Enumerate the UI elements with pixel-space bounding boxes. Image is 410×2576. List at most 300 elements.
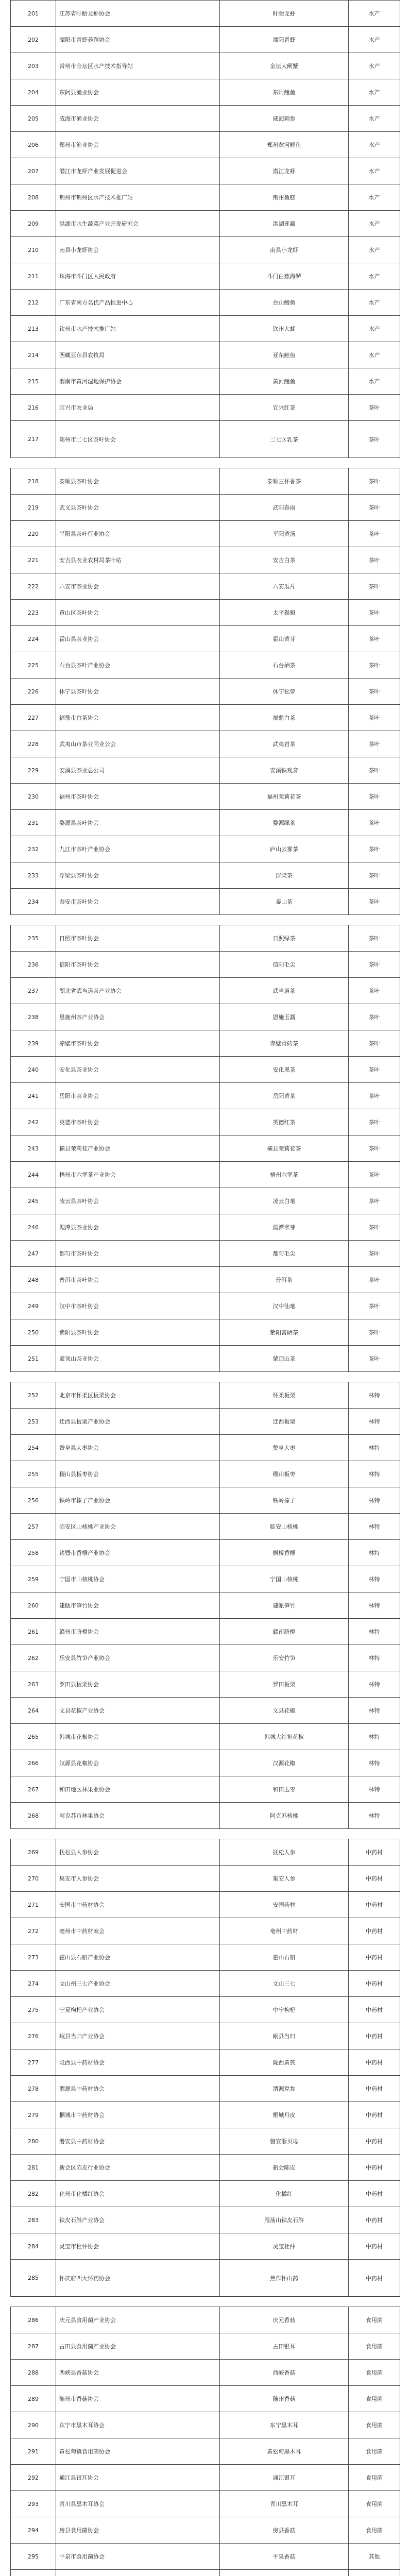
category-label: 茶叶	[349, 573, 400, 600]
organization-name: 珠海市斗门区人民政府	[56, 263, 220, 290]
table-row	[11, 211, 400, 237]
organization-name: 湖北省武当道茶产业协会	[56, 978, 220, 1004]
brand-name: 二七区乳茶	[220, 421, 349, 458]
brand-name: 东阿鲤鱼	[220, 79, 349, 106]
table-row	[11, 1319, 400, 1346]
organization-name: 陇西县中药材协会	[56, 2049, 220, 2076]
organization-name: 文县花椒产业协会	[56, 1698, 220, 1724]
organization-name: 汉源县花椒协会	[56, 1750, 220, 1776]
row-number	[11, 2570, 56, 2576]
category-label: 茶叶	[349, 925, 400, 952]
brand-name: 迁西板栗	[220, 1409, 349, 1435]
category-label: 茶叶	[349, 626, 400, 652]
category-label: 茶叶	[349, 495, 400, 521]
brand-name: 紫阳富硒茶	[220, 1319, 349, 1346]
row-number: 271	[11, 1892, 56, 1918]
brand-name: 抚松人参	[220, 1839, 349, 1866]
category-label: 水产	[349, 132, 400, 158]
organization-name: 石台县茶叶产业协会	[56, 652, 220, 679]
row-number: 244	[11, 1162, 56, 1188]
row-number: 288	[11, 2360, 56, 2386]
category-label: 水产	[349, 211, 400, 237]
table-row	[11, 2307, 400, 2333]
page-gap-cell	[11, 915, 400, 925]
brand-name: 灵宝杜仲	[220, 2233, 349, 2260]
row-number: 282	[11, 2181, 56, 2207]
brand-name: 武阳春雨	[220, 495, 349, 521]
brand-name: 亳州中药材	[220, 1918, 349, 1944]
table-row	[11, 1776, 400, 1803]
table-row	[11, 1214, 400, 1241]
organization-name: 韩城市花椒协会	[56, 1724, 220, 1750]
organization-name: 威海市渔业协会	[56, 106, 220, 132]
organization-name: 黄松甸镇食用菌协会	[56, 2438, 220, 2465]
organization-name: 安化县茶业协会	[56, 1057, 220, 1083]
table-row	[11, 952, 400, 978]
category-label: 茶叶	[349, 1214, 400, 1241]
row-number: 259	[11, 1566, 56, 1592]
row-number: 281	[11, 2155, 56, 2181]
row-number: 295	[11, 2544, 56, 2570]
category-label: 林特	[349, 1409, 400, 1435]
row-number: 216	[11, 395, 56, 421]
brand-name: 亚东鲑鱼	[220, 342, 349, 368]
brand-name: 都匀毛尖	[220, 1241, 349, 1267]
table-row	[11, 1057, 400, 1083]
row-number: 270	[11, 1866, 56, 1892]
category-label: 中药材	[349, 1971, 400, 1997]
row-number: 205	[11, 106, 56, 132]
category-label: 中药材	[349, 2023, 400, 2049]
brand-name: 恩施玉露	[220, 1004, 349, 1030]
organization-name: 安国市中药材协会	[56, 1892, 220, 1918]
table-row	[11, 1698, 400, 1724]
table-row	[11, 2155, 400, 2181]
category-label: 中药材	[349, 2260, 400, 2297]
table-row	[11, 2181, 400, 2207]
table-row	[11, 1267, 400, 1293]
table-row	[11, 1241, 400, 1267]
table-row	[11, 290, 400, 316]
brand-name: 赤壁青砖茶	[220, 1030, 349, 1057]
organization-name: 北京市怀柔区板栗协会	[56, 1382, 220, 1409]
category-label: 中药材	[349, 2233, 400, 2260]
category-label: 林特	[349, 1540, 400, 1566]
category-label: 中药材	[349, 2049, 400, 2076]
organization-name: 抚松县人参协会	[56, 1839, 220, 1866]
table-row	[11, 2023, 400, 2049]
category-label: 食用菌	[349, 2360, 400, 2386]
brand-name: 新会陈皮	[220, 2155, 349, 2181]
page-gap	[11, 915, 400, 925]
category-label: 食用菌	[349, 2465, 400, 2491]
row-number: 258	[11, 1540, 56, 1566]
brand-name: 文县花椒	[220, 1698, 349, 1724]
organization-name: 岷县当归产业协会	[56, 2023, 220, 2049]
organization-name: 潜江市龙虾产业发展促进会	[56, 158, 220, 184]
brand-name: 盱眙龙虾	[220, 1, 349, 27]
brand-name: 赣南脐橙	[220, 1619, 349, 1645]
organization-name: 和田地区林果业协会	[56, 1776, 220, 1803]
category-label: 中药材	[349, 1997, 400, 2023]
table-row	[11, 1136, 400, 1162]
table-row	[11, 158, 400, 184]
brand-name: 潜江龙虾	[220, 158, 349, 184]
table-row	[11, 862, 400, 889]
brand-name: 磐安浙贝母	[220, 2128, 349, 2155]
organization-name: 临安区山核桃产业协会	[56, 1514, 220, 1540]
row-number: 261	[11, 1619, 56, 1645]
brand-name: 平泉香菇	[220, 2544, 349, 2570]
row-number: 264	[11, 1698, 56, 1724]
table-row	[11, 1944, 400, 1971]
category-label: 中药材	[349, 2128, 400, 2155]
brand-name: 韩城大红袍花椒	[220, 1724, 349, 1750]
category-label: 茶叶	[349, 1241, 400, 1267]
category-label: 食用菌	[349, 2517, 400, 2544]
category-label: 茶叶	[349, 395, 400, 421]
category-label: 林特	[349, 1724, 400, 1750]
brand-name: 横县茉莉花茶	[220, 1136, 349, 1162]
brand-name: 洪湖莲藕	[220, 211, 349, 237]
category-label: 林特	[349, 1382, 400, 1409]
page-gap	[11, 458, 400, 468]
category-label: 林特	[349, 1750, 400, 1776]
organization-name: 梧州市六堡茶产业协会	[56, 1162, 220, 1188]
table-row	[11, 27, 400, 53]
page-gap-cell	[11, 2297, 400, 2307]
brand-name: 岳阳黄茶	[220, 1083, 349, 1109]
page-gap	[11, 2297, 400, 2307]
category-label: 中药材	[349, 1866, 400, 1892]
table-row	[11, 547, 400, 573]
row-number: 268	[11, 1803, 56, 1829]
category-label: 林特	[349, 1592, 400, 1619]
brand-name: 平阳黄汤	[220, 521, 349, 547]
organization-name: 新会区陈皮行业协会	[56, 2155, 220, 2181]
table-row	[11, 1645, 400, 1671]
table-row	[11, 421, 400, 458]
brand-name: 荆州鱼糕	[220, 184, 349, 211]
category-label: 茶叶	[349, 784, 400, 810]
organization-name	[56, 2570, 220, 2576]
row-number: 211	[11, 263, 56, 290]
row-number: 280	[11, 2128, 56, 2155]
row-number: 224	[11, 626, 56, 652]
category-label: 茶叶	[349, 978, 400, 1004]
organization-name: 凌云县茶叶协会	[56, 1188, 220, 1214]
brand-name: 安化黑茶	[220, 1057, 349, 1083]
table-row	[11, 925, 400, 952]
table-row	[11, 679, 400, 705]
brand-name: 罗田板栗	[220, 1671, 349, 1698]
table-row	[11, 1487, 400, 1514]
category-label: 水产	[349, 53, 400, 79]
row-number: 255	[11, 1461, 56, 1487]
table-row	[11, 1566, 400, 1592]
organization-name: 桐城市中药材协会	[56, 2102, 220, 2128]
row-number: 223	[11, 600, 56, 626]
table-row	[11, 2260, 400, 2297]
category-label: 茶叶	[349, 421, 400, 458]
organization-name: 泰顺县茶叶协会	[56, 468, 220, 495]
table-row	[11, 1724, 400, 1750]
organization-name: 怀庆府四大怀药协会	[56, 2260, 220, 2297]
table-row	[11, 600, 400, 626]
category-label: 林特	[349, 1487, 400, 1514]
row-number: 272	[11, 1918, 56, 1944]
category-label: 食用菌	[349, 2386, 400, 2412]
row-number: 276	[11, 2023, 56, 2049]
organization-name: 安吉县农业农村局茶叶站	[56, 547, 220, 573]
organization-name: 西藏亚东县农牧局	[56, 342, 220, 368]
brand-name: 婺源绿茶	[220, 810, 349, 836]
table-row	[11, 1803, 400, 1829]
category-label: 水产	[349, 368, 400, 395]
category-label: 水产	[349, 342, 400, 368]
table-row	[11, 79, 400, 106]
brand-name: 安溪铁观音	[220, 757, 349, 784]
brand-name: 英德红茶	[220, 1109, 349, 1136]
table-row	[11, 2386, 400, 2412]
category-label: 水产	[349, 290, 400, 316]
table-row	[11, 2049, 400, 2076]
table-row	[11, 1839, 400, 1866]
row-number: 265	[11, 1724, 56, 1750]
table-row	[11, 263, 400, 290]
row-number: 245	[11, 1188, 56, 1214]
brand-name: 安吉白茶	[220, 547, 349, 573]
row-number: 284	[11, 2233, 56, 2260]
table-row	[11, 2076, 400, 2102]
row-number: 291	[11, 2438, 56, 2465]
organization-name: 诸暨市香榧产业协会	[56, 1540, 220, 1566]
category-label: 茶叶	[349, 1293, 400, 1319]
brand-name: 雁荡山铁皮石斛	[220, 2207, 349, 2233]
table-row	[11, 1971, 400, 1997]
table-row	[11, 1004, 400, 1030]
page-gap-cell	[11, 1829, 400, 1839]
row-number: 256	[11, 1487, 56, 1514]
table-row	[11, 978, 400, 1004]
category-label: 食用菌	[349, 2412, 400, 2438]
organization-name: 南县小龙虾协会	[56, 237, 220, 263]
row-number: 214	[11, 342, 56, 368]
organization-name: 广东省南方名优产品推进中心	[56, 290, 220, 316]
row-number: 207	[11, 158, 56, 184]
category-label: 林特	[349, 1776, 400, 1803]
row-number: 210	[11, 237, 56, 263]
category-label: 其他	[349, 2544, 400, 2570]
table-row	[11, 1109, 400, 1136]
row-number: 226	[11, 679, 56, 705]
page-gap-cell	[11, 458, 400, 468]
category-label: 中药材	[349, 1944, 400, 1971]
brand-name: 青川黑木耳	[220, 2491, 349, 2517]
category-label: 林特	[349, 1514, 400, 1540]
table-row	[11, 1188, 400, 1214]
row-number: 234	[11, 889, 56, 915]
organization-name: 普洱市茶叶协会	[56, 1267, 220, 1293]
brand-name: 枫桥香榧	[220, 1540, 349, 1566]
brand-name: 临安山核桃	[220, 1514, 349, 1540]
row-number: 283	[11, 2207, 56, 2233]
organization-name: 乐安县竹笋产业协会	[56, 1645, 220, 1671]
row-number: 230	[11, 784, 56, 810]
category-label: 茶叶	[349, 862, 400, 889]
table-row	[11, 184, 400, 211]
category-label: 食用菌	[349, 2333, 400, 2360]
category-label: 食用菌	[349, 2491, 400, 2517]
category-label: 林特	[349, 1435, 400, 1461]
brand-name: 湄潭翠芽	[220, 1214, 349, 1241]
brand-name: 陇西黄芪	[220, 2049, 349, 2076]
table-row	[11, 1030, 400, 1057]
category-label: 林特	[349, 1803, 400, 1829]
category-label: 水产	[349, 263, 400, 290]
row-number: 212	[11, 290, 56, 316]
organization-name: 庆元县食用菌产业协会	[56, 2307, 220, 2333]
table-row	[11, 784, 400, 810]
row-number: 237	[11, 978, 56, 1004]
brand-name: 古田银耳	[220, 2333, 349, 2360]
table-row	[11, 368, 400, 395]
category-label: 林特	[349, 1461, 400, 1487]
category-label: 茶叶	[349, 1136, 400, 1162]
table-row	[11, 1435, 400, 1461]
category-label: 水产	[349, 158, 400, 184]
organization-name: 铁皮石斛产业协会	[56, 2207, 220, 2233]
table-row	[11, 2128, 400, 2155]
category-label: 茶叶	[349, 1004, 400, 1030]
organization-name: 蒙顶山茶业协会	[56, 1346, 220, 1372]
row-number: 289	[11, 2386, 56, 2412]
row-number: 206	[11, 132, 56, 158]
organization-name: 亳州市中药材商会	[56, 1918, 220, 1944]
row-number: 263	[11, 1671, 56, 1698]
row-number: 273	[11, 1944, 56, 1971]
table-row	[11, 1540, 400, 1566]
table-row	[11, 836, 400, 862]
row-number: 246	[11, 1214, 56, 1241]
organization-name: 宁国市山核桃协会	[56, 1566, 220, 1592]
organization-name: 青川县黑木耳协会	[56, 2491, 220, 2517]
brand-name: 岷县当归	[220, 2023, 349, 2049]
category-label: 中药材	[349, 2207, 400, 2233]
row-number: 215	[11, 368, 56, 395]
category-label: 林特	[349, 1566, 400, 1592]
brand-name: 和田玉枣	[220, 1776, 349, 1803]
row-number: 286	[11, 2307, 56, 2333]
brand-name: 信阳毛尖	[220, 952, 349, 978]
table-row	[11, 2102, 400, 2128]
category-label: 茶叶	[349, 1030, 400, 1057]
table-row	[11, 1866, 400, 1892]
row-number: 227	[11, 705, 56, 731]
brand-name: 随州香菇	[220, 2386, 349, 2412]
row-number: 274	[11, 1971, 56, 1997]
category-label: 林特	[349, 1698, 400, 1724]
brand-name: 石台硒茶	[220, 652, 349, 679]
organization-name: 日照市茶叶协会	[56, 925, 220, 952]
brand-name: 泰山茶	[220, 889, 349, 915]
brand-name: 阿克苏核桃	[220, 1803, 349, 1829]
category-label: 水产	[349, 237, 400, 263]
row-number: 260	[11, 1592, 56, 1619]
table-row	[11, 395, 400, 421]
category-label: 中药材	[349, 2181, 400, 2207]
row-number: 238	[11, 1004, 56, 1030]
brand-name: 庐山云雾茶	[220, 836, 349, 862]
brand-name: 稷山板枣	[220, 1461, 349, 1487]
organization-name: 磐安县中药材协会	[56, 2128, 220, 2155]
organization-name: 平泉市食用菌协会	[56, 2544, 220, 2570]
row-number: 239	[11, 1030, 56, 1057]
brand-name: 宁国山核桃	[220, 1566, 349, 1592]
organization-name: 渭南市黄河湿地保护协会	[56, 368, 220, 395]
organization-name: 九江市茶叶产业协会	[56, 836, 220, 862]
organization-name: 宁夏枸杞产业协会	[56, 1997, 220, 2023]
organization-name: 霍山县茶业协会	[56, 626, 220, 652]
row-number: 243	[11, 1136, 56, 1162]
category-label: 茶叶	[349, 1162, 400, 1188]
category-label: 中药材	[349, 2102, 400, 2128]
row-number: 225	[11, 652, 56, 679]
brand-name: 蒙顶山茶	[220, 1346, 349, 1372]
brand-name: 威海刺参	[220, 106, 349, 132]
row-number: 294	[11, 2517, 56, 2544]
table-row	[11, 1083, 400, 1109]
category-label: 林特	[349, 1645, 400, 1671]
brand-name: 斗门白蕉海鲈	[220, 263, 349, 290]
category-label: 茶叶	[349, 1057, 400, 1083]
organization-name: 江苏省盱眙龙虾协会	[56, 1, 220, 27]
brand-name: 霍山石斛	[220, 1944, 349, 1971]
category-label: 茶叶	[349, 652, 400, 679]
table-row	[11, 1918, 400, 1944]
brand-name: 集安人参	[220, 1866, 349, 1892]
table-row	[11, 889, 400, 915]
organization-name: 灵宝市杜仲协会	[56, 2233, 220, 2260]
brand-registry-table	[10, 0, 400, 2576]
organization-name: 泰安市茶叶协会	[56, 889, 220, 915]
brand-name: 太平猴魁	[220, 600, 349, 626]
category-label	[349, 2570, 400, 2576]
table-row	[11, 1592, 400, 1619]
table-row	[11, 2438, 400, 2465]
organization-name: 都匀市茶叶协会	[56, 1241, 220, 1267]
table-row	[11, 2333, 400, 2360]
brand-name: 乐安竹笋	[220, 1645, 349, 1671]
row-number: 252	[11, 1382, 56, 1409]
organization-name: 横县茉莉花产业协会	[56, 1136, 220, 1162]
row-number: 277	[11, 2049, 56, 2076]
category-label: 茶叶	[349, 889, 400, 915]
table-row	[11, 1461, 400, 1487]
row-number: 235	[11, 925, 56, 952]
organization-name: 赤壁市茶叶协会	[56, 1030, 220, 1057]
organization-name: 平阳县茶叶行业协会	[56, 521, 220, 547]
brand-name: 汉源花椒	[220, 1750, 349, 1776]
row-number: 213	[11, 316, 56, 342]
brand-name: 泰顺三杯香茶	[220, 468, 349, 495]
table-row	[11, 626, 400, 652]
row-number: 233	[11, 862, 56, 889]
brand-name: 桐城丹皮	[220, 2102, 349, 2128]
category-label: 水产	[349, 1, 400, 27]
table-row	[11, 2491, 400, 2517]
organization-name: 黄山区茶叶协会	[56, 600, 220, 626]
